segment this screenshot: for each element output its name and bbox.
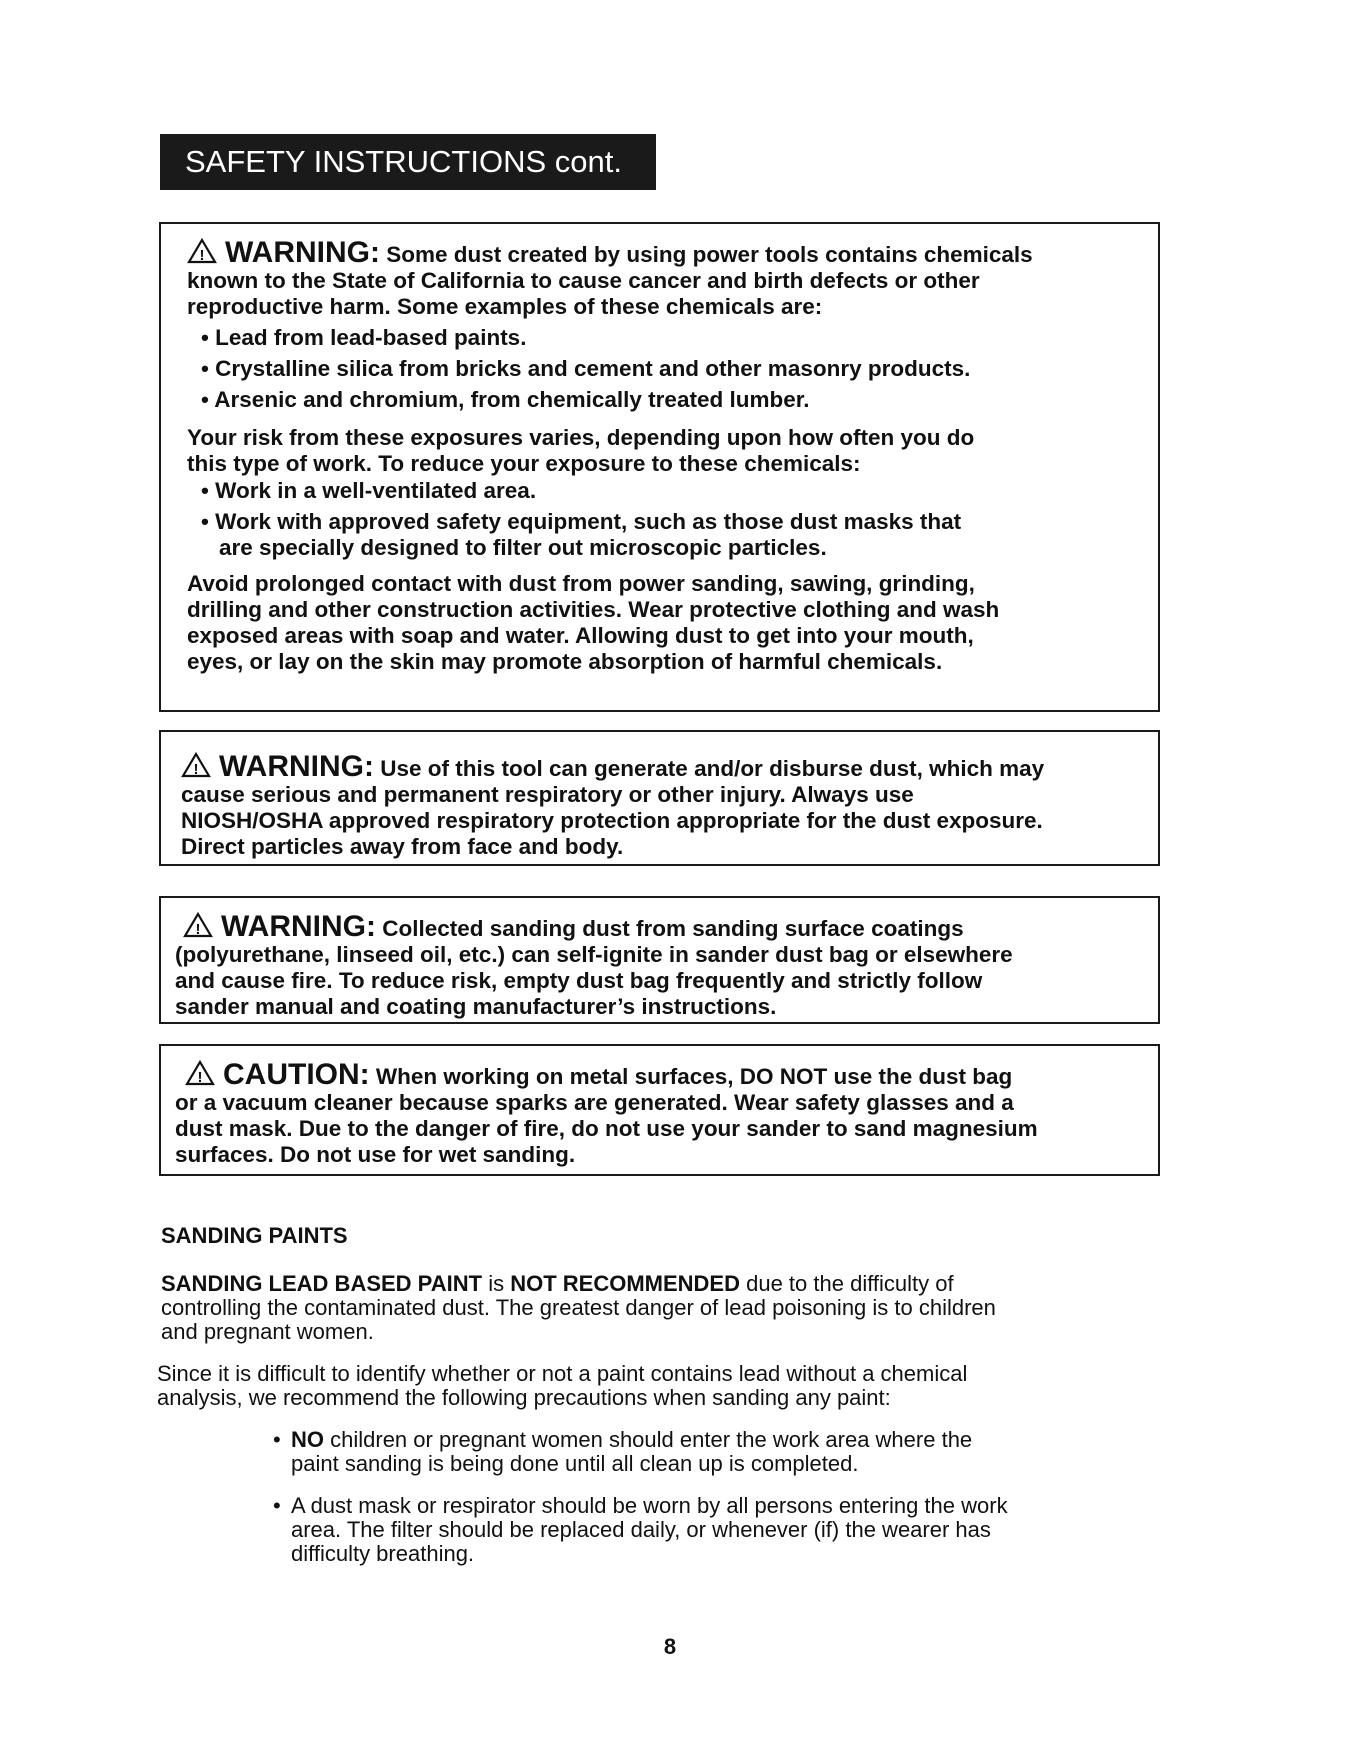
- text: children or pregnant women should enter the work area where the: [330, 1427, 973, 1452]
- paragraph-line: controlling the contaminated dust. The greatest danger of lead poisoning is to children: [161, 1295, 996, 1320]
- text: due to the difficulty of: [746, 1271, 954, 1296]
- caution-text: dust mask. Due to the danger of fire, do not use your sander to sand magnesium: [175, 1116, 1038, 1141]
- list-item: • Work in a well-ventilated area.: [201, 478, 537, 503]
- warning-text: Use of this tool can generate and/or disburse dust, which may: [380, 756, 1045, 781]
- list-item: [201, 509, 1158, 561]
- warning-triangle-icon: [187, 238, 217, 264]
- warning-first-line: [175, 912, 1158, 942]
- emphasis-text: NOT RECOMMENDED: [510, 1271, 740, 1296]
- paragraph-line: and pregnant women.: [161, 1319, 374, 1344]
- list-item: • Arsenic and chromium, from chemically treated lumber.: [201, 387, 810, 412]
- svg-text:!: !: [195, 921, 201, 938]
- list-item-line: [291, 1428, 1157, 1452]
- list-item: [273, 1494, 1157, 1566]
- warning-triangle-icon: [183, 912, 213, 938]
- metal-caution-box: [159, 1044, 1160, 1176]
- emphasis-text: SANDING LEAD BASED PAINT: [161, 1271, 483, 1296]
- warning-triangle-icon: [185, 1060, 215, 1086]
- paragraph-line: [161, 1272, 1157, 1296]
- list-item-line: • A dust mask or respirator should be worn by all persons entering the work: [291, 1493, 1008, 1518]
- avoid-text: exposed areas with soap and water. Allowing dust to get into your mouth,: [187, 623, 974, 648]
- warning-label: WARNING:: [225, 236, 380, 269]
- warning-label: WARNING:: [219, 750, 374, 783]
- list-item: • Lead from lead-based paints.: [201, 325, 527, 350]
- list-item-line: difficulty breathing.: [291, 1541, 475, 1566]
- respiratory-warning-box: [159, 730, 1160, 866]
- list-item-text: • Work with approved safety equipment, such as those dust masks that: [201, 509, 962, 534]
- warning-first-line: [187, 238, 1158, 268]
- warning-text: known to the State of California to cause cancer and birth defects or other: [187, 268, 980, 293]
- svg-text:!: !: [197, 1069, 203, 1086]
- list-item-line: paint sanding is being done until all clean up is completed.: [291, 1451, 859, 1476]
- warning-text: NIOSH/OSHA approved respiratory protection appropriate for the dust exposure.: [181, 808, 1043, 833]
- caution-first-line: [175, 1060, 1158, 1090]
- emphasis-text: NO: [291, 1427, 324, 1452]
- avoid-text: eyes, or lay on the skin may promote absorption of harmful chemicals.: [187, 649, 943, 674]
- paragraph-line: analysis, we recommend the following precautions when sanding any paint:: [157, 1385, 891, 1410]
- section-title: SAFETY INSTRUCTIONS cont.: [185, 144, 622, 179]
- page-number: 8: [663, 1634, 677, 1659]
- sanding-paints-section: [157, 1224, 1157, 1584]
- warning-text: (polyurethane, linseed oil, etc.) can self-ignite in sander dust bag or elsewhere: [175, 942, 1013, 967]
- section-header: [160, 134, 656, 190]
- warning-text: Direct particles away from face and body.: [181, 834, 624, 859]
- svg-text:!: !: [199, 247, 205, 264]
- svg-text:!: !: [193, 761, 199, 778]
- caution-label: CAUTION:: [223, 1058, 370, 1091]
- caution-text: surfaces. Do not use for wet sanding.: [175, 1142, 576, 1167]
- risk-text: Your risk from these exposures varies, depending upon how often you do: [187, 425, 975, 450]
- fire-warning-box: [159, 896, 1160, 1024]
- warning-text: reproductive harm. Some examples of these chemicals are:: [187, 294, 823, 319]
- paragraph: [157, 1362, 1157, 1410]
- paragraph: [161, 1272, 1157, 1344]
- warning-text: and cause fire. To reduce risk, empty dust bag frequently and strictly follow: [175, 968, 983, 993]
- avoid-text: drilling and other construction activities. Wear protective clothing and wash: [187, 597, 1000, 622]
- chemical-dust-warning-box: [159, 222, 1160, 712]
- caution-text: When working on metal surfaces, DO NOT use the dust bag: [375, 1064, 1013, 1089]
- warning-first-line: [181, 752, 1158, 782]
- paragraph-line: Since it is difficult to identify whether or not a paint contains lead without a chemical: [157, 1361, 968, 1386]
- avoid-text: Avoid prolonged contact with dust from power sanding, sawing, grinding,: [187, 571, 975, 596]
- warning-text: sander manual and coating manufacturer’s instructions.: [175, 994, 777, 1019]
- warning-text: Collected sanding dust from sanding surface coatings: [382, 916, 964, 941]
- list-item-text: are specially designed to filter out microscopic particles.: [219, 535, 827, 560]
- list-item: [273, 1428, 1157, 1476]
- warning-text: cause serious and permanent respiratory or other injury. Always use: [181, 782, 914, 807]
- warning-text: Some dust created by using power tools contains chemicals: [386, 242, 1033, 267]
- text: is: [488, 1271, 505, 1296]
- list-item: • Crystalline silica from bricks and cement and other masonry products.: [201, 356, 971, 381]
- section-heading: SANDING PAINTS: [161, 1223, 348, 1248]
- caution-text: or a vacuum cleaner because sparks are generated. Wear safety glasses and a: [175, 1090, 1014, 1115]
- warning-label: WARNING:: [221, 910, 376, 943]
- list-item-line: area. The filter should be replaced daily, or whenever (if) the wearer has: [291, 1517, 991, 1542]
- risk-text: this type of work. To reduce your exposure to these chemicals:: [187, 451, 861, 476]
- warning-triangle-icon: [181, 752, 211, 778]
